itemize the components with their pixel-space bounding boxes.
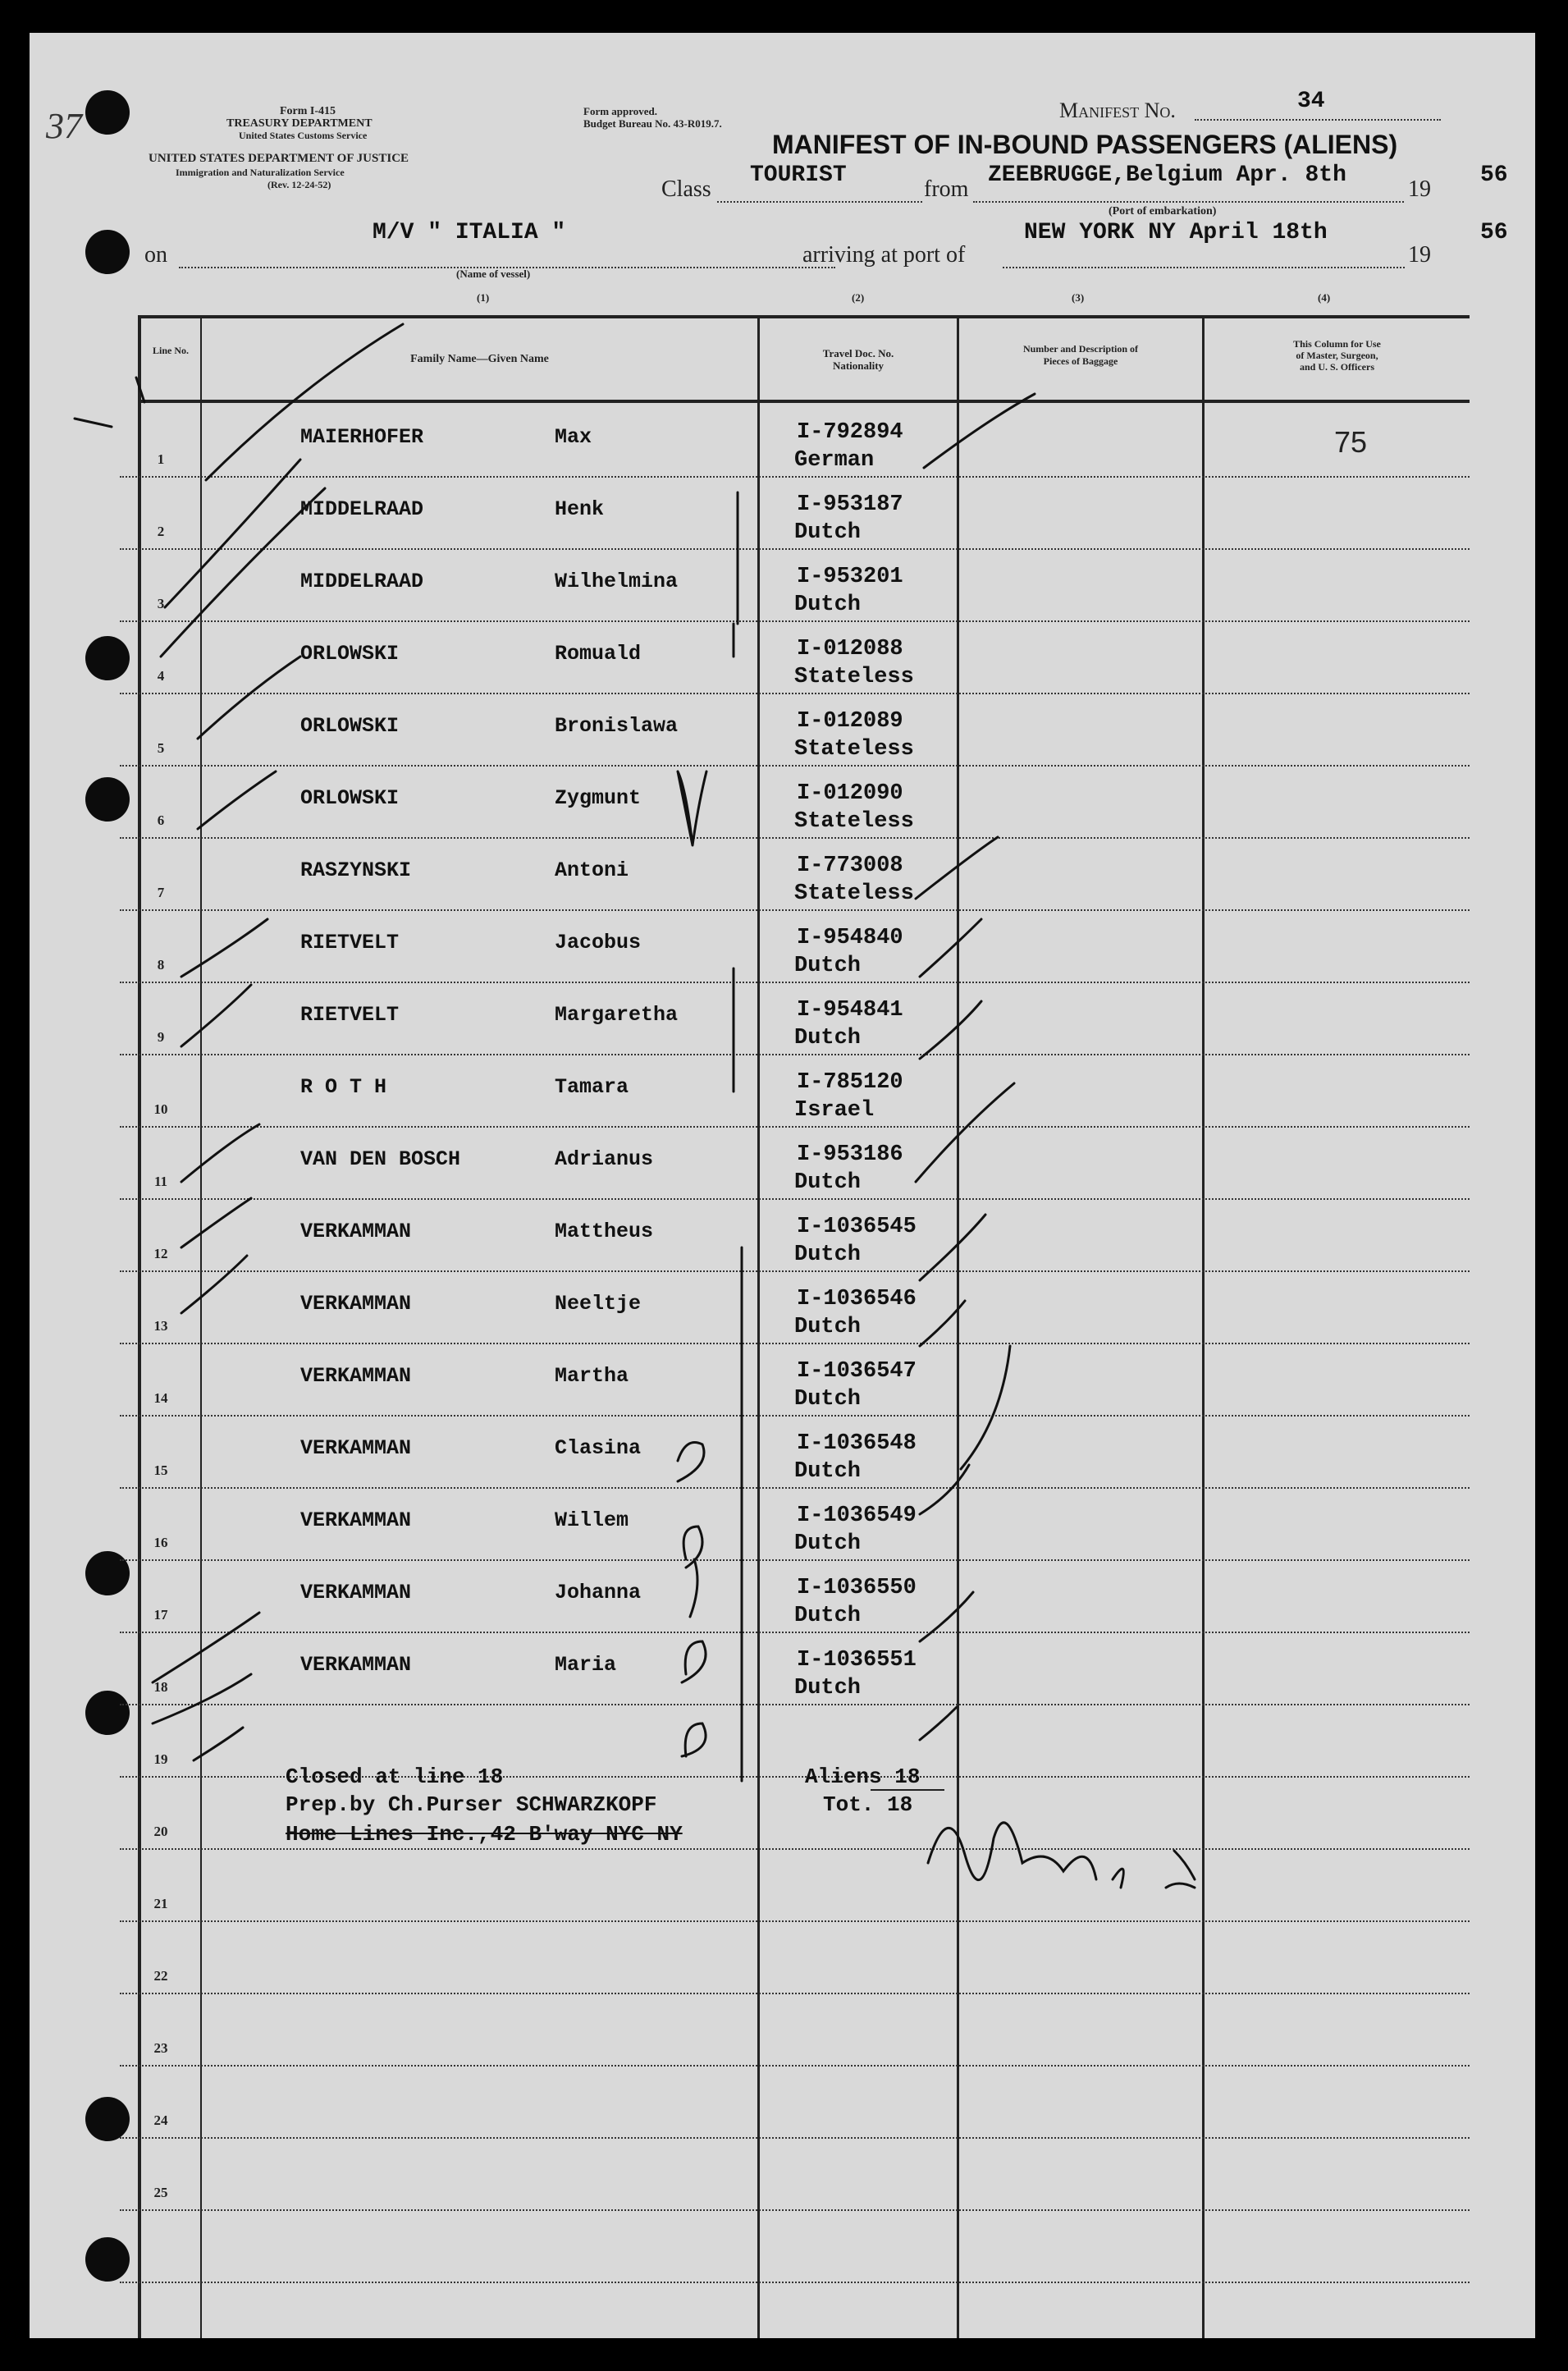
line-number: 7	[157, 885, 165, 900]
line-number: 23	[153, 2040, 168, 2056]
given-name: Tamara	[555, 1075, 629, 1099]
nationality: Dutch	[794, 520, 862, 545]
line-number: 14	[153, 1390, 168, 1406]
nationality: Dutch	[794, 1604, 862, 1628]
given-name: Clasina	[555, 1436, 642, 1460]
name-column-header: Family Name—Given Name	[410, 353, 549, 365]
travel-doc-number: I-1036547	[797, 1359, 917, 1384]
vessel-caption: (Name of vessel)	[456, 268, 531, 280]
travel-doc-number: I-1036549	[797, 1504, 917, 1528]
family-name: RIETVELT	[300, 931, 400, 954]
column-number-1: (1)	[477, 291, 490, 304]
from-label: from	[924, 176, 969, 202]
line-number: 18	[153, 1679, 168, 1695]
family-name: VERKAMMAN	[300, 1508, 412, 1532]
line-number: 13	[153, 1318, 168, 1334]
prepared-by: Prep.by Ch.Purser SCHWARZKOPF	[286, 1792, 657, 1817]
line-number: 16	[153, 1535, 168, 1550]
from-year: 56	[1480, 162, 1508, 188]
line-number: 19	[153, 1751, 168, 1767]
given-name: Maria	[555, 1653, 617, 1677]
nationality: Dutch	[794, 1459, 862, 1484]
baggage-header: Number and Description of	[1022, 343, 1139, 355]
manifest-sheet	[30, 33, 1535, 2338]
aliens-count: Aliens 18	[805, 1765, 921, 1789]
nationality: Dutch	[794, 1170, 862, 1195]
line-number: 24	[153, 2112, 168, 2128]
form-number: Form I-415	[280, 105, 336, 117]
given-name: Neeltje	[555, 1292, 642, 1316]
form-approved: Form approved.	[583, 105, 658, 117]
port-value: NEW YORK NY April 18th	[1024, 220, 1328, 245]
manifest-number-label: Manifest No.	[1059, 98, 1176, 122]
port-year: 56	[1480, 220, 1508, 245]
line-number: 1	[157, 451, 165, 467]
company-line: Home Lines Inc.,42 B'way NYC NY	[286, 1822, 683, 1847]
family-name: VERKAMMAN	[300, 1364, 412, 1388]
line-number: 9	[157, 1029, 165, 1045]
line-number: 3	[157, 596, 165, 611]
family-name: RASZYNSKI	[300, 858, 412, 882]
manifest-title: MANIFEST OF IN-BOUND PASSENGERS (ALIENS)	[772, 130, 1398, 159]
line-number: 12	[153, 1246, 168, 1261]
travel-doc-number: I-953187	[797, 492, 903, 517]
family-name: VAN DEN BOSCH	[300, 1147, 461, 1171]
given-name: Zygmunt	[555, 786, 642, 810]
given-name: Willem	[555, 1508, 629, 1532]
travel-doc-number: I-792894	[797, 420, 903, 445]
travel-doc-number: I-1036550	[797, 1576, 917, 1600]
family-name: VERKAMMAN	[300, 1292, 412, 1316]
manifest-number-value: 34	[1297, 89, 1325, 114]
column-number-2: (2)	[852, 291, 865, 304]
travel-doc-number: I-1036545	[797, 1215, 917, 1239]
travel-doc-number: I-1036551	[797, 1648, 917, 1673]
nationality: Stateless	[794, 881, 914, 906]
revision-date: (Rev. 12-24-52)	[267, 179, 331, 190]
nationality: Dutch	[794, 593, 862, 617]
nationality-header: Nationality	[832, 359, 885, 372]
travel-doc-number: I-1036546	[797, 1287, 917, 1311]
officers-header-2: of Master, Surgeon,	[1296, 350, 1378, 361]
travel-doc-number: I-953201	[797, 565, 903, 589]
family-name: ORLOWSKI	[300, 714, 400, 738]
nationality: Dutch	[794, 1676, 862, 1700]
margin-mark: 37	[46, 106, 82, 146]
baggage-header-2: Pieces of Baggage	[1043, 355, 1118, 367]
given-name: Adrianus	[555, 1147, 654, 1171]
nationality: Dutch	[794, 1387, 862, 1412]
embarkation-caption: (Port of embarkation)	[1109, 205, 1217, 217]
arriving-label: arriving at port of	[802, 242, 966, 268]
family-name: VERKAMMAN	[300, 1653, 412, 1677]
family-name: ORLOWSKI	[300, 786, 400, 810]
line-number: 11	[153, 1174, 168, 1189]
nationality: Dutch	[794, 1243, 862, 1267]
line-number: 15	[153, 1462, 168, 1478]
travel-doc-number: I-012089	[797, 709, 903, 734]
travel-doc-number: I-954840	[797, 926, 903, 950]
line-number: 10	[153, 1101, 168, 1117]
nationality: Israel	[794, 1098, 875, 1123]
officer-note: 75	[1334, 425, 1368, 459]
given-name: Henk	[555, 497, 605, 521]
officers-header-3: and U. S. Officers	[1300, 361, 1374, 373]
closed-at-line: Closed at line 18	[286, 1765, 504, 1789]
travel-doc-number: I-785120	[797, 1070, 903, 1095]
line-number: 5	[157, 740, 165, 756]
line-number: 4	[157, 668, 165, 684]
given-name: Max	[555, 425, 592, 449]
nationality: Dutch	[794, 954, 862, 978]
family-name: VERKAMMAN	[300, 1436, 412, 1460]
nationality: Dutch	[794, 1531, 862, 1556]
on-label: on	[144, 242, 167, 268]
travel-doc-number: I-1036548	[797, 1431, 917, 1456]
officers-header: This Column for Use	[1293, 338, 1381, 350]
line-number: 20	[153, 1824, 168, 1839]
travel-doc-number: I-953186	[797, 1142, 903, 1167]
travel-doc-number: I-012088	[797, 637, 903, 661]
line-number: 22	[153, 1968, 168, 1984]
given-name: Antoni	[555, 858, 629, 882]
column-number-3: (3)	[1072, 291, 1085, 304]
line-number-header: Line No.	[152, 345, 189, 356]
budget-bureau: Budget Bureau No. 43-R019.7.	[583, 117, 722, 130]
column-number-4: (4)	[1318, 291, 1331, 304]
port-year-prefix: 19	[1408, 242, 1431, 268]
class-label: Class	[661, 176, 711, 202]
nationality: Dutch	[794, 1315, 862, 1339]
nationality: Dutch	[794, 1026, 862, 1050]
treasury-department: TREASURY DEPARTMENT	[226, 117, 373, 130]
given-name: Martha	[555, 1364, 629, 1388]
given-name: Mattheus	[555, 1220, 654, 1243]
line-number: 21	[153, 1896, 168, 1911]
nationality: Stateless	[794, 809, 914, 834]
department-of-justice: UNITED STATES DEPARTMENT OF JUSTICE	[149, 152, 409, 165]
travel-doc-number: I-012090	[797, 781, 903, 806]
family-name: R O T H	[300, 1075, 387, 1099]
travel-doc-header: Travel Doc. No.	[822, 347, 894, 359]
ins-label: Immigration and Naturalization Service	[176, 167, 345, 178]
nationality: Stateless	[794, 737, 914, 762]
given-name: Johanna	[555, 1581, 642, 1604]
given-name: Bronislawa	[555, 714, 679, 738]
family-name: VERKAMMAN	[300, 1581, 412, 1604]
family-name: ORLOWSKI	[300, 642, 400, 666]
pen-annotations	[30, 33, 1535, 2338]
given-name: Margaretha	[555, 1003, 679, 1027]
class-value: TOURIST	[750, 162, 847, 188]
family-name: VERKAMMAN	[300, 1220, 412, 1243]
from-value: ZEEBRUGGE,Belgium Apr. 8th	[988, 162, 1346, 188]
line-number: 2	[157, 524, 165, 539]
given-name: Romuald	[555, 642, 642, 666]
given-name: Wilhelmina	[555, 570, 679, 593]
line-number: 6	[157, 812, 165, 828]
family-name: RIETVELT	[300, 1003, 400, 1027]
line-number: 8	[157, 957, 165, 973]
line-number: 17	[153, 1607, 168, 1623]
family-name: MIDDELRAAD	[300, 570, 424, 593]
nationality: Stateless	[794, 665, 914, 689]
travel-doc-number: I-773008	[797, 854, 903, 878]
nationality: German	[794, 448, 875, 473]
vessel-name: M/V " ITALIA "	[373, 220, 566, 245]
from-year-prefix: 19	[1408, 176, 1431, 202]
line-number: 25	[153, 2185, 168, 2200]
total-count: Tot. 18	[823, 1792, 913, 1817]
customs-service: United States Customs Service	[239, 130, 368, 141]
given-name: Jacobus	[555, 931, 642, 954]
travel-doc-number: I-954841	[797, 998, 903, 1023]
family-name: MAIERHOFER	[300, 425, 424, 449]
family-name: MIDDELRAAD	[300, 497, 424, 521]
